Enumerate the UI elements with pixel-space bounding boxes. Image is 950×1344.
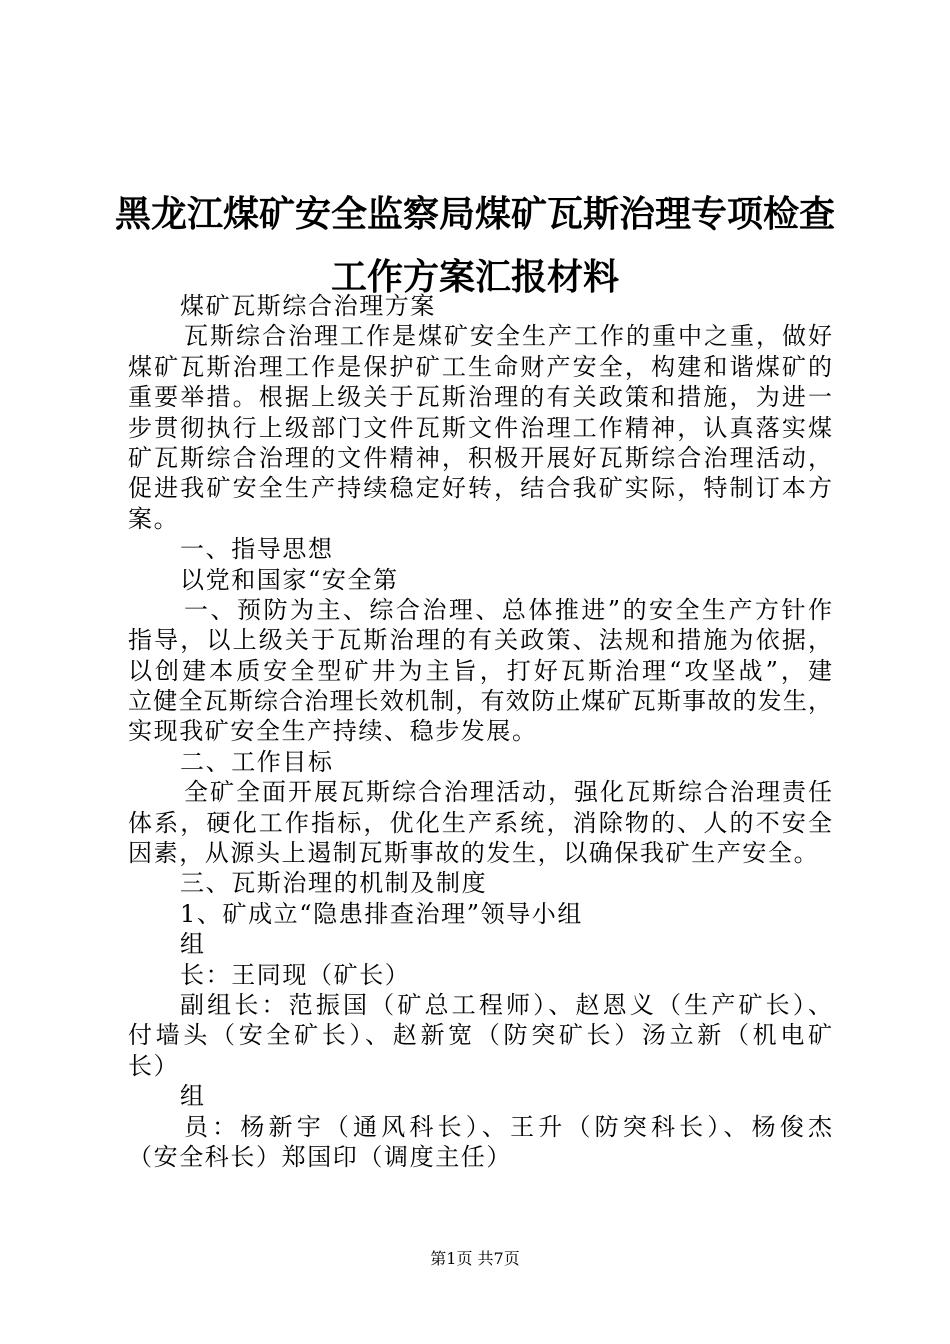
paragraph-line: 矿瓦斯综合治理的文件精神，积极开展好瓦斯综合治理活动， xyxy=(128,443,832,472)
document-title-line-1: 黑龙江煤矿安全监察局煤矿瓦斯治理专项检查 xyxy=(114,193,835,235)
paragraph-line: 瓦斯综合治理工作是煤矿安全生产工作的重中之重，做好 xyxy=(184,322,832,351)
paragraph-line: 实现我矿安全生产持续、稳步发展。 xyxy=(128,717,538,746)
paragraph-line: 组 xyxy=(180,930,206,959)
paragraph-line: 长） xyxy=(128,1051,180,1080)
paragraph-line: 煤矿瓦斯治理工作是保护矿工生命财产安全，构建和谐煤矿的 xyxy=(128,352,832,381)
section-heading: 二、工作目标 xyxy=(180,747,334,776)
paragraph-line: 立健全瓦斯综合治理长效机制，有效防止煤矿瓦斯事故的发生， xyxy=(128,687,832,716)
paragraph-line: 以党和国家“安全第 xyxy=(180,565,399,594)
document-title-line-2: 工作方案汇报材料 xyxy=(330,256,619,298)
section-heading: 三、瓦斯治理的机制及制度 xyxy=(180,869,488,898)
paragraph-line: 全矿全面开展瓦斯综合治理活动，强化瓦斯综合治理责任 xyxy=(184,778,832,807)
paragraph-line: 步贯彻执行上级部门文件瓦斯文件治理工作精神，认真落实煤 xyxy=(128,413,832,442)
paragraph-line: 促进我矿安全生产持续稳定好转，结合我矿实际，特制订本方 xyxy=(128,474,832,503)
paragraph-line: 长：王同现（矿长） xyxy=(180,960,411,989)
paragraph-line: 付墙头（安全矿长）、赵新宽（防突矿长）汤立新（机电矿 xyxy=(128,1021,832,1050)
paragraph-line: 以创建本质安全型矿井为主旨，打好瓦斯治理“攻坚战”，建 xyxy=(128,656,832,685)
paragraph-line: 体系，硬化工作指标，优化生产系统，消除物的、人的不安全 xyxy=(128,808,832,837)
section-heading: 一、指导思想 xyxy=(180,535,334,564)
page-footer: 第1页 共7页 xyxy=(430,1249,520,1268)
paragraph-line: 指导，以上级关于瓦斯治理的有关政策、法规和措施为依据， xyxy=(128,626,832,655)
paragraph-line: 一、预防为主、综合治理、总体推进”的安全生产方针作 xyxy=(184,595,832,624)
subsection-heading: 1、矿成立“隐患排查治理”领导小组 xyxy=(180,899,584,928)
paragraph-line: 员：杨新宇（通风科长）、王升（防突科长）、杨俊杰 xyxy=(184,1112,832,1141)
paragraph-line: （安全科长）郑国印（调度主任） xyxy=(128,1142,512,1171)
paragraph-line: 因素，从源头上遏制瓦斯事故的发生，以确保我矿生产安全。 xyxy=(128,839,820,868)
paragraph-line: 案。 xyxy=(128,504,180,533)
document-body xyxy=(128,291,832,1172)
paragraph-line: 组 xyxy=(180,1082,206,1111)
paragraph-line: 副组长：范振国（矿总工程师）、赵恩义（生产矿长）、 xyxy=(180,990,832,1019)
section-heading: 煤矿瓦斯综合治理方案 xyxy=(180,292,436,320)
paragraph-line: 重要举措。根据上级关于瓦斯治理的有关政策和措施，为进一 xyxy=(128,383,832,412)
